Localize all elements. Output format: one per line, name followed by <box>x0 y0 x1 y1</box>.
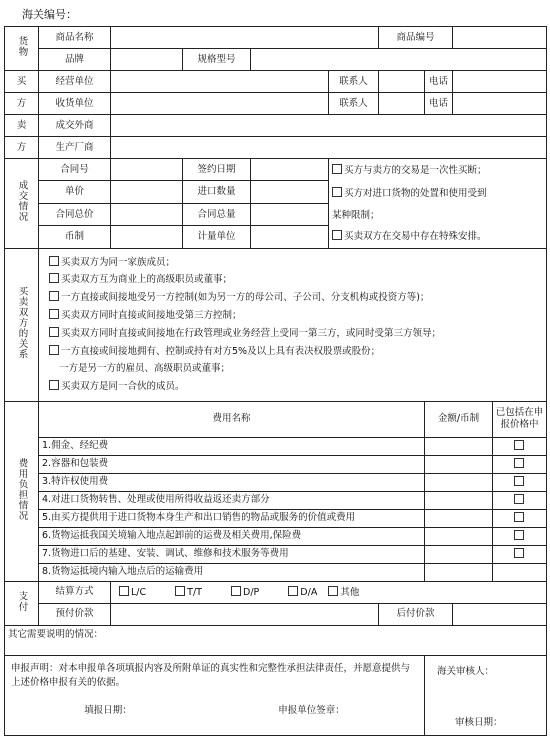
fee-amount-field[interactable] <box>425 491 493 509</box>
payment-methods <box>111 581 547 603</box>
fee-item-freight-insurance: 6.货物运抵我国关境输入地点起卸前的运费及相关费用,保险费 <box>39 527 425 545</box>
total-qty-field[interactable] <box>251 203 329 225</box>
fill-date-label: 填报日期： <box>84 704 132 716</box>
currency-label: 币制 <box>39 226 111 248</box>
goods-section-label: 货物 <box>5 27 39 71</box>
relation-option-third-party[interactable]: 买卖双方同时直接或间接地受第三方控制； <box>49 307 536 325</box>
fee-item-royalty: 3.特许权使用费 <box>39 473 425 491</box>
operator-label: 经营单位 <box>39 71 111 93</box>
operator-field[interactable] <box>111 71 329 93</box>
reviewer-label: 海关审核人： <box>437 665 495 677</box>
trader-field[interactable] <box>111 115 547 137</box>
checkbox-icon <box>514 512 524 522</box>
fee-amount-field[interactable] <box>425 509 493 527</box>
relation-option-family[interactable]: 买卖双方为同一家族成员； <box>49 254 536 272</box>
deal-option-restricted[interactable]: 买方对进口货物的处置和使用受到 <box>332 185 543 202</box>
measure-unit-label: 计量单位 <box>183 226 251 248</box>
party-char-1: 买 <box>5 71 39 93</box>
other-notes-field[interactable] <box>5 625 547 655</box>
postpaid-label: 后付价款 <box>379 603 453 625</box>
fee-amount-field[interactable] <box>425 455 493 473</box>
brand-label: 品牌 <box>39 49 111 71</box>
checkbox-icon <box>288 586 298 596</box>
relation-options <box>39 248 547 401</box>
total-price-field[interactable] <box>111 203 183 225</box>
checkbox-icon <box>49 345 59 355</box>
fee-item-resale-proceeds: 4.对进口货物转售、处理或使用所得收益返还卖方部分 <box>39 491 425 509</box>
fee-amount-field[interactable] <box>425 563 493 581</box>
fee-item-packaging: 2.容器和包装费 <box>39 455 425 473</box>
customs-number-label: 海关编号： <box>22 8 77 21</box>
operator-contact-label: 联系人 <box>329 71 379 93</box>
unit-price-field[interactable] <box>111 181 183 203</box>
checkbox-icon <box>514 530 524 540</box>
import-qty-label: 进口数量 <box>183 181 251 203</box>
payment-option-lc[interactable]: L/C <box>119 586 146 599</box>
declaration-table <box>4 26 547 736</box>
manufacturer-label: 生产厂商 <box>39 137 111 159</box>
party-char-4: 方 <box>5 137 39 159</box>
fee-amount-field[interactable] <box>425 473 493 491</box>
fee-included-checkbox[interactable] <box>493 509 547 527</box>
total-qty-label: 合同总量 <box>183 203 251 225</box>
unit-price-label: 单价 <box>39 181 111 203</box>
relation-option-employee: 一方是另一方的雇员、高级职员或董事； <box>59 362 231 374</box>
fee-included-checkbox[interactable] <box>493 437 547 455</box>
relation-option-officers[interactable]: 买卖双方互为商业上的高级职员或董事； <box>49 271 536 289</box>
declaration-block <box>5 655 425 735</box>
operator-phone-field[interactable] <box>453 71 547 93</box>
checkbox-icon <box>49 380 59 390</box>
fee-included-checkbox[interactable] <box>493 473 547 491</box>
prepaid-field[interactable] <box>111 603 379 625</box>
operator-phone-label: 电话 <box>425 71 453 93</box>
fee-name-header: 费用名称 <box>39 401 425 437</box>
receiver-phone-field[interactable] <box>453 93 547 115</box>
checkbox-icon <box>49 256 59 266</box>
party-char-2: 方 <box>5 93 39 115</box>
relation-section-label: 买卖双方的关系 <box>5 248 39 401</box>
deal-option-one-off[interactable]: 买方与卖方的交易是一次性买断； <box>332 162 543 179</box>
prepaid-label: 预付价款 <box>39 603 111 625</box>
checkbox-icon <box>332 187 342 197</box>
fee-item-inland-transport: 8.货物运抵境内输入地点后的运输费用 <box>39 563 425 581</box>
checkbox-icon <box>231 586 241 596</box>
sign-date-label: 签约日期 <box>183 159 251 181</box>
receiver-contact-field[interactable] <box>379 93 425 115</box>
sign-date-field[interactable] <box>251 159 329 181</box>
receiver-phone-label: 电话 <box>425 93 453 115</box>
fee-amount-header: 金额/币制 <box>425 401 493 437</box>
payment-option-da[interactable]: D/A <box>288 586 317 599</box>
fee-amount-field[interactable] <box>425 527 493 545</box>
currency-field[interactable] <box>111 226 183 248</box>
fee-item-commission: 1.佣金、经纪费 <box>39 437 425 455</box>
goods-code-field[interactable] <box>453 27 547 49</box>
deal-options <box>329 159 547 249</box>
fee-item-buyer-assists: 5.由买方提供用于进口货物本身生产和出口销售的物品或服务的价值或费用 <box>39 509 425 527</box>
declaration-statement: 申报声明：对本申报单各项填报内容及所附单证的真实性和完整性承担法律责任，并愿意提供与上述价格申报有关的依据。 <box>11 662 411 689</box>
checkbox-icon <box>514 548 524 558</box>
fee-included-header: 已包括在申报价格中 <box>493 401 547 437</box>
contract-no-label: 合同号 <box>39 159 111 181</box>
spec-label: 规格型号 <box>183 49 251 71</box>
review-date-label: 审核日期： <box>455 716 503 728</box>
checkbox-icon <box>49 273 59 283</box>
payment-option-other[interactable]: 其他 <box>328 586 359 599</box>
checkbox-icon <box>49 291 59 301</box>
payment-method-label: 结算方式 <box>39 581 111 603</box>
relation-option-shares[interactable]: 一方直接或间接地拥有、控制或持有对方5%及以上具有表决权股票或股份； <box>49 343 536 361</box>
checkbox-icon <box>119 586 129 596</box>
party-char-3: 卖 <box>5 115 39 137</box>
declarant-seal-label: 申报单位签章： <box>278 704 345 716</box>
goods-code-label: 商品编号 <box>379 27 453 49</box>
fees-section-label: 费用负担情况 <box>5 401 39 581</box>
contract-no-field[interactable] <box>111 159 183 181</box>
fee-included-checkbox[interactable] <box>493 491 547 509</box>
payment-option-tt[interactable]: T/T <box>175 586 202 599</box>
receiver-field[interactable] <box>111 93 329 115</box>
checkbox-icon <box>49 327 59 337</box>
relation-option-same-admin[interactable]: 买卖双方同时直接或间接地在行政管理或业务经营上受同一第三方，或同时受第三方领导； <box>49 325 536 343</box>
deal-option-special[interactable]: 买卖双方在交易中存在特殊安排。 <box>332 228 543 245</box>
relation-option-partnership[interactable]: 买卖双方是同一合伙的成员。 <box>49 378 536 396</box>
fee-included-checkbox[interactable] <box>493 527 547 545</box>
goods-name-field[interactable] <box>111 27 379 49</box>
fee-item-post-import-services: 7.货物进口后的基建、安装、调试、维修和技术服务等费用 <box>39 545 425 563</box>
fee-amount-field[interactable] <box>425 545 493 563</box>
relation-option-controlled[interactable]: 一方直接或间接地受另一方控制(如为另一方的母公司、子公司、分支机构或投资方等)； <box>49 289 536 307</box>
payment-section-label: 支付 <box>5 581 39 625</box>
checkbox-icon <box>514 476 524 486</box>
fee-included-checkbox[interactable] <box>493 545 547 563</box>
checkbox-icon <box>332 230 342 240</box>
other-notes-label: 其它需要说明的情况： <box>8 628 104 640</box>
payment-option-dp[interactable]: D/P <box>231 586 259 599</box>
brand-field[interactable] <box>111 49 183 71</box>
spec-field[interactable] <box>251 49 547 71</box>
trader-label: 成交外商 <box>39 115 111 137</box>
checkbox-icon <box>328 586 338 596</box>
total-price-label: 合同总价 <box>39 203 111 225</box>
fee-amount-field[interactable] <box>425 437 493 455</box>
manufacturer-field[interactable] <box>111 137 547 159</box>
checkbox-icon <box>49 309 59 319</box>
measure-unit-field[interactable] <box>251 226 329 248</box>
postpaid-field[interactable] <box>453 603 547 625</box>
receiver-label: 收货单位 <box>39 93 111 115</box>
fee-included-checkbox[interactable] <box>493 455 547 473</box>
import-qty-field[interactable] <box>251 181 329 203</box>
fee-included-checkbox[interactable] <box>493 563 547 581</box>
deal-option-restricted-cont: 某种限制； <box>332 209 380 221</box>
operator-contact-field[interactable] <box>379 71 425 93</box>
checkbox-icon <box>332 164 342 174</box>
checkbox-icon <box>514 494 524 504</box>
customs-review-block <box>425 655 547 735</box>
deal-section-label: 成交情况 <box>5 159 39 249</box>
checkbox-icon <box>514 458 524 468</box>
checkbox-icon <box>175 586 185 596</box>
goods-name-label: 商品名称 <box>39 27 111 49</box>
checkbox-icon <box>514 440 524 450</box>
receiver-contact-label: 联系人 <box>329 93 379 115</box>
